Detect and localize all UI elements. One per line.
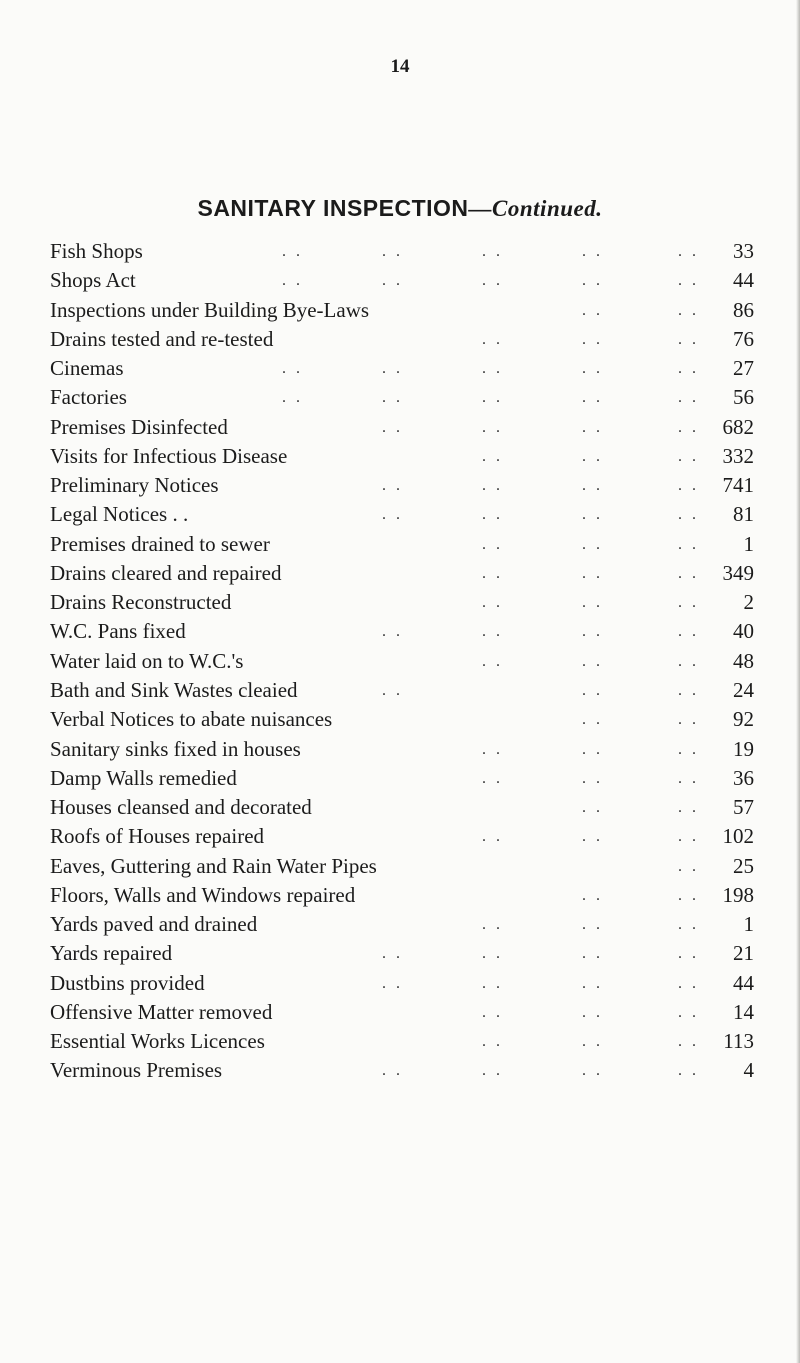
- page-title: [0, 195, 800, 222]
- item-count: 4: [743, 1058, 754, 1083]
- dot-leader: . .: [382, 389, 403, 407]
- item-label: Yards paved and drained: [50, 912, 258, 937]
- list-item: [50, 617, 754, 646]
- dot-leader: . .: [382, 243, 403, 260]
- dot-leader: . .: [678, 740, 699, 758]
- dot-leader: . .: [678, 418, 699, 436]
- dot-leader: . .: [582, 1062, 603, 1080]
- dot-leader: . .: [678, 301, 699, 319]
- item-label: Offensive Matter removed: [50, 999, 273, 1024]
- item-label: Visits for Infectious Disease: [50, 443, 288, 468]
- dot-leader: . .: [582, 389, 603, 407]
- dot-leader: . .: [382, 974, 403, 992]
- dot-leader: . .: [678, 916, 699, 934]
- dot-leader: . .: [582, 681, 603, 699]
- title-main: SANITARY INSPECTION: [197, 195, 469, 221]
- dot-leader: . .: [382, 506, 403, 524]
- list-item: [50, 413, 754, 442]
- dot-leader: . .: [482, 1033, 503, 1051]
- dot-leader: . .: [582, 506, 603, 524]
- dot-leader: . .: [678, 623, 699, 641]
- item-count: 102: [722, 824, 754, 849]
- item-count: 14: [733, 999, 754, 1024]
- list-item: [50, 852, 754, 881]
- dot-leader: . .: [582, 623, 603, 641]
- dot-leader: . .: [678, 1062, 699, 1080]
- list-item: [50, 296, 754, 325]
- dot-leader: . .: [582, 272, 603, 290]
- dot-leader: . .: [678, 360, 699, 378]
- list-item: [50, 500, 754, 529]
- list-item: [50, 471, 754, 500]
- item-label: Fish Shops: [50, 239, 143, 263]
- dot-leader: . .: [582, 330, 603, 348]
- dot-leader: . .: [382, 945, 403, 963]
- list-item: [50, 1027, 754, 1056]
- dot-leader: . .: [582, 1003, 603, 1021]
- title-continued: —Continued.: [468, 196, 603, 221]
- item-count: 40: [733, 619, 754, 644]
- list-item: [50, 764, 754, 793]
- item-count: 48: [733, 648, 754, 673]
- item-count: 19: [733, 736, 754, 761]
- item-label: Bath and Sink Wastes cleaied: [50, 677, 298, 702]
- dot-leader: . .: [482, 974, 503, 992]
- list-item: [50, 559, 754, 588]
- dot-leader: . .: [382, 477, 403, 495]
- list-item: [50, 354, 754, 383]
- list-item: [50, 237, 754, 266]
- item-count: 1: [743, 531, 754, 556]
- item-label: Yards repaired: [50, 941, 173, 966]
- list-item: [50, 910, 754, 939]
- item-label: Legal Notices . .: [50, 502, 189, 527]
- item-count: 349: [722, 560, 754, 585]
- item-label: Water laid on to W.C.'s: [50, 648, 244, 673]
- item-count: 44: [733, 268, 754, 293]
- list-item: [50, 266, 754, 295]
- item-label: Eaves, Guttering and Rain Water Pipes: [50, 853, 377, 878]
- list-item: [50, 588, 754, 617]
- list-item: [50, 325, 754, 354]
- dot-leader: . .: [382, 623, 403, 641]
- item-label: Houses cleansed and decorated: [50, 795, 312, 820]
- dot-leader: . .: [382, 681, 403, 699]
- item-count: 81: [733, 502, 754, 527]
- dot-leader: . .: [678, 1033, 699, 1051]
- dot-leader: . .: [582, 594, 603, 612]
- item-count: 198: [722, 882, 754, 907]
- dot-leader: . .: [582, 916, 603, 934]
- dot-leader: . .: [678, 243, 699, 260]
- list-item: [50, 647, 754, 676]
- item-count: 33: [733, 239, 754, 263]
- dot-leader: . .: [482, 418, 503, 436]
- list-item: [50, 530, 754, 559]
- item-label: Dustbins provided: [50, 970, 205, 995]
- dot-leader: . .: [678, 535, 699, 553]
- item-count: 682: [722, 414, 754, 439]
- list-item: [50, 881, 754, 910]
- dot-leader: . .: [482, 1062, 503, 1080]
- item-count: 76: [733, 326, 754, 351]
- dot-leader: . .: [582, 769, 603, 787]
- list-item: [50, 676, 754, 705]
- dot-leader: . .: [282, 243, 303, 260]
- dot-leader: . .: [482, 740, 503, 758]
- dot-leader: . .: [482, 652, 503, 670]
- item-label: Floors, Walls and Windows repaired: [50, 882, 356, 907]
- list-item: [50, 705, 754, 734]
- list-item: [50, 735, 754, 764]
- dot-leader: . .: [482, 594, 503, 612]
- item-label: W.C. Pans fixed: [50, 619, 186, 644]
- dot-leader: . .: [582, 945, 603, 963]
- dot-leader: . .: [582, 799, 603, 817]
- dot-leader: . .: [482, 535, 503, 553]
- item-count: 56: [733, 385, 754, 410]
- item-count: 86: [733, 297, 754, 322]
- dot-leader: . .: [678, 945, 699, 963]
- dot-leaders: [50, 266, 754, 295]
- item-count: 113: [723, 1029, 754, 1054]
- dot-leader: . .: [678, 769, 699, 787]
- item-count: 36: [733, 765, 754, 790]
- dot-leaders: [50, 354, 754, 383]
- item-label: Drains cleared and repaired: [50, 560, 282, 585]
- dot-leader: . .: [582, 828, 603, 846]
- item-label: Premises drained to sewer: [50, 531, 270, 556]
- dot-leader: . .: [482, 243, 503, 260]
- dot-leader: . .: [382, 272, 403, 290]
- item-label: Cinemas: [50, 356, 124, 381]
- list-item: [50, 822, 754, 851]
- list-item: [50, 383, 754, 412]
- dot-leader: . .: [582, 535, 603, 553]
- dot-leader: . .: [678, 828, 699, 846]
- item-label: Damp Walls remedied: [50, 765, 237, 790]
- item-count: 57: [733, 795, 754, 820]
- dot-leader: . .: [582, 886, 603, 904]
- item-label: Drains Reconstructed: [50, 590, 232, 615]
- dot-leader: . .: [482, 272, 503, 290]
- dot-leader: . .: [582, 711, 603, 729]
- item-count: 27: [733, 356, 754, 381]
- item-count: 24: [733, 677, 754, 702]
- dot-leader: . .: [678, 447, 699, 465]
- dot-leader: . .: [678, 330, 699, 348]
- list-item: [50, 939, 754, 968]
- dot-leader: . .: [582, 1033, 603, 1051]
- item-label: Inspections under Building Bye-Laws: [50, 297, 370, 322]
- page-number: 14: [390, 56, 410, 77]
- item-count: 25: [733, 853, 754, 878]
- dot-leader: . .: [582, 447, 603, 465]
- dot-leader: . .: [582, 564, 603, 582]
- dot-leader: . .: [482, 389, 503, 407]
- dot-leaders: [50, 237, 754, 266]
- dot-leader: . .: [582, 652, 603, 670]
- list-item: [50, 998, 754, 1027]
- dot-leader: . .: [282, 272, 303, 290]
- inspection-list: [50, 237, 754, 1086]
- item-label: Factories: [50, 385, 127, 410]
- dot-leader: . .: [282, 360, 303, 378]
- item-label: Drains tested and re-tested: [50, 326, 274, 351]
- item-count: 92: [733, 707, 754, 732]
- dot-leader: . .: [678, 886, 699, 904]
- list-item: [50, 793, 754, 822]
- item-label: Essential Works Licences: [50, 1029, 265, 1054]
- dot-leader: . .: [482, 360, 503, 378]
- dot-leader: . .: [678, 681, 699, 699]
- item-label: Sanitary sinks fixed in houses: [50, 736, 301, 761]
- dot-leader: . .: [482, 945, 503, 963]
- item-count: 332: [722, 443, 754, 468]
- dot-leaders: [50, 383, 754, 412]
- dot-leader: . .: [678, 974, 699, 992]
- dot-leader: . .: [582, 418, 603, 436]
- item-label: Verminous Premises: [50, 1058, 223, 1083]
- dot-leader: . .: [482, 916, 503, 934]
- dot-leader: . .: [382, 360, 403, 378]
- item-label: Premises Disinfected: [50, 414, 228, 439]
- item-count: 21: [733, 941, 754, 966]
- dot-leader: . .: [678, 1003, 699, 1021]
- dot-leader: . .: [482, 477, 503, 495]
- dot-leader: . .: [482, 330, 503, 348]
- item-count: 741: [722, 473, 754, 498]
- dot-leader: . .: [678, 711, 699, 729]
- dot-leader: . .: [678, 477, 699, 495]
- list-item: [50, 1056, 754, 1085]
- list-item: [50, 442, 754, 471]
- item-label: Verbal Notices to abate nuisances: [50, 707, 333, 732]
- dot-leader: . .: [582, 974, 603, 992]
- item-label: Roofs of Houses repaired: [50, 824, 265, 849]
- item-count: 44: [733, 970, 754, 995]
- dot-leader: . .: [482, 769, 503, 787]
- dot-leader: . .: [482, 506, 503, 524]
- dot-leader: . .: [482, 623, 503, 641]
- dot-leader: . .: [582, 243, 603, 260]
- dot-leader: . .: [582, 301, 603, 319]
- dot-leader: . .: [282, 389, 303, 407]
- dot-leader: . .: [678, 506, 699, 524]
- dot-leader: . .: [382, 418, 403, 436]
- list-item: [50, 969, 754, 998]
- dot-leader: . .: [678, 389, 699, 407]
- dot-leader: . .: [582, 477, 603, 495]
- dot-leader: . .: [678, 857, 699, 875]
- dot-leader: . .: [678, 272, 699, 290]
- dot-leader: . .: [678, 652, 699, 670]
- dot-leader: . .: [482, 564, 503, 582]
- dot-leader: . .: [678, 564, 699, 582]
- dot-leader: . .: [482, 828, 503, 846]
- dot-leader: . .: [582, 740, 603, 758]
- dot-leader: . .: [382, 1062, 403, 1080]
- dot-leader: . .: [482, 1003, 503, 1021]
- item-label: Preliminary Notices: [50, 473, 219, 498]
- item-label: Shops Act: [50, 268, 136, 293]
- item-count: 2: [743, 590, 754, 615]
- dot-leader: . .: [582, 360, 603, 378]
- dot-leader: . .: [678, 594, 699, 612]
- dot-leader: . .: [678, 799, 699, 817]
- item-count: 1: [743, 912, 754, 937]
- dot-leader: . .: [482, 447, 503, 465]
